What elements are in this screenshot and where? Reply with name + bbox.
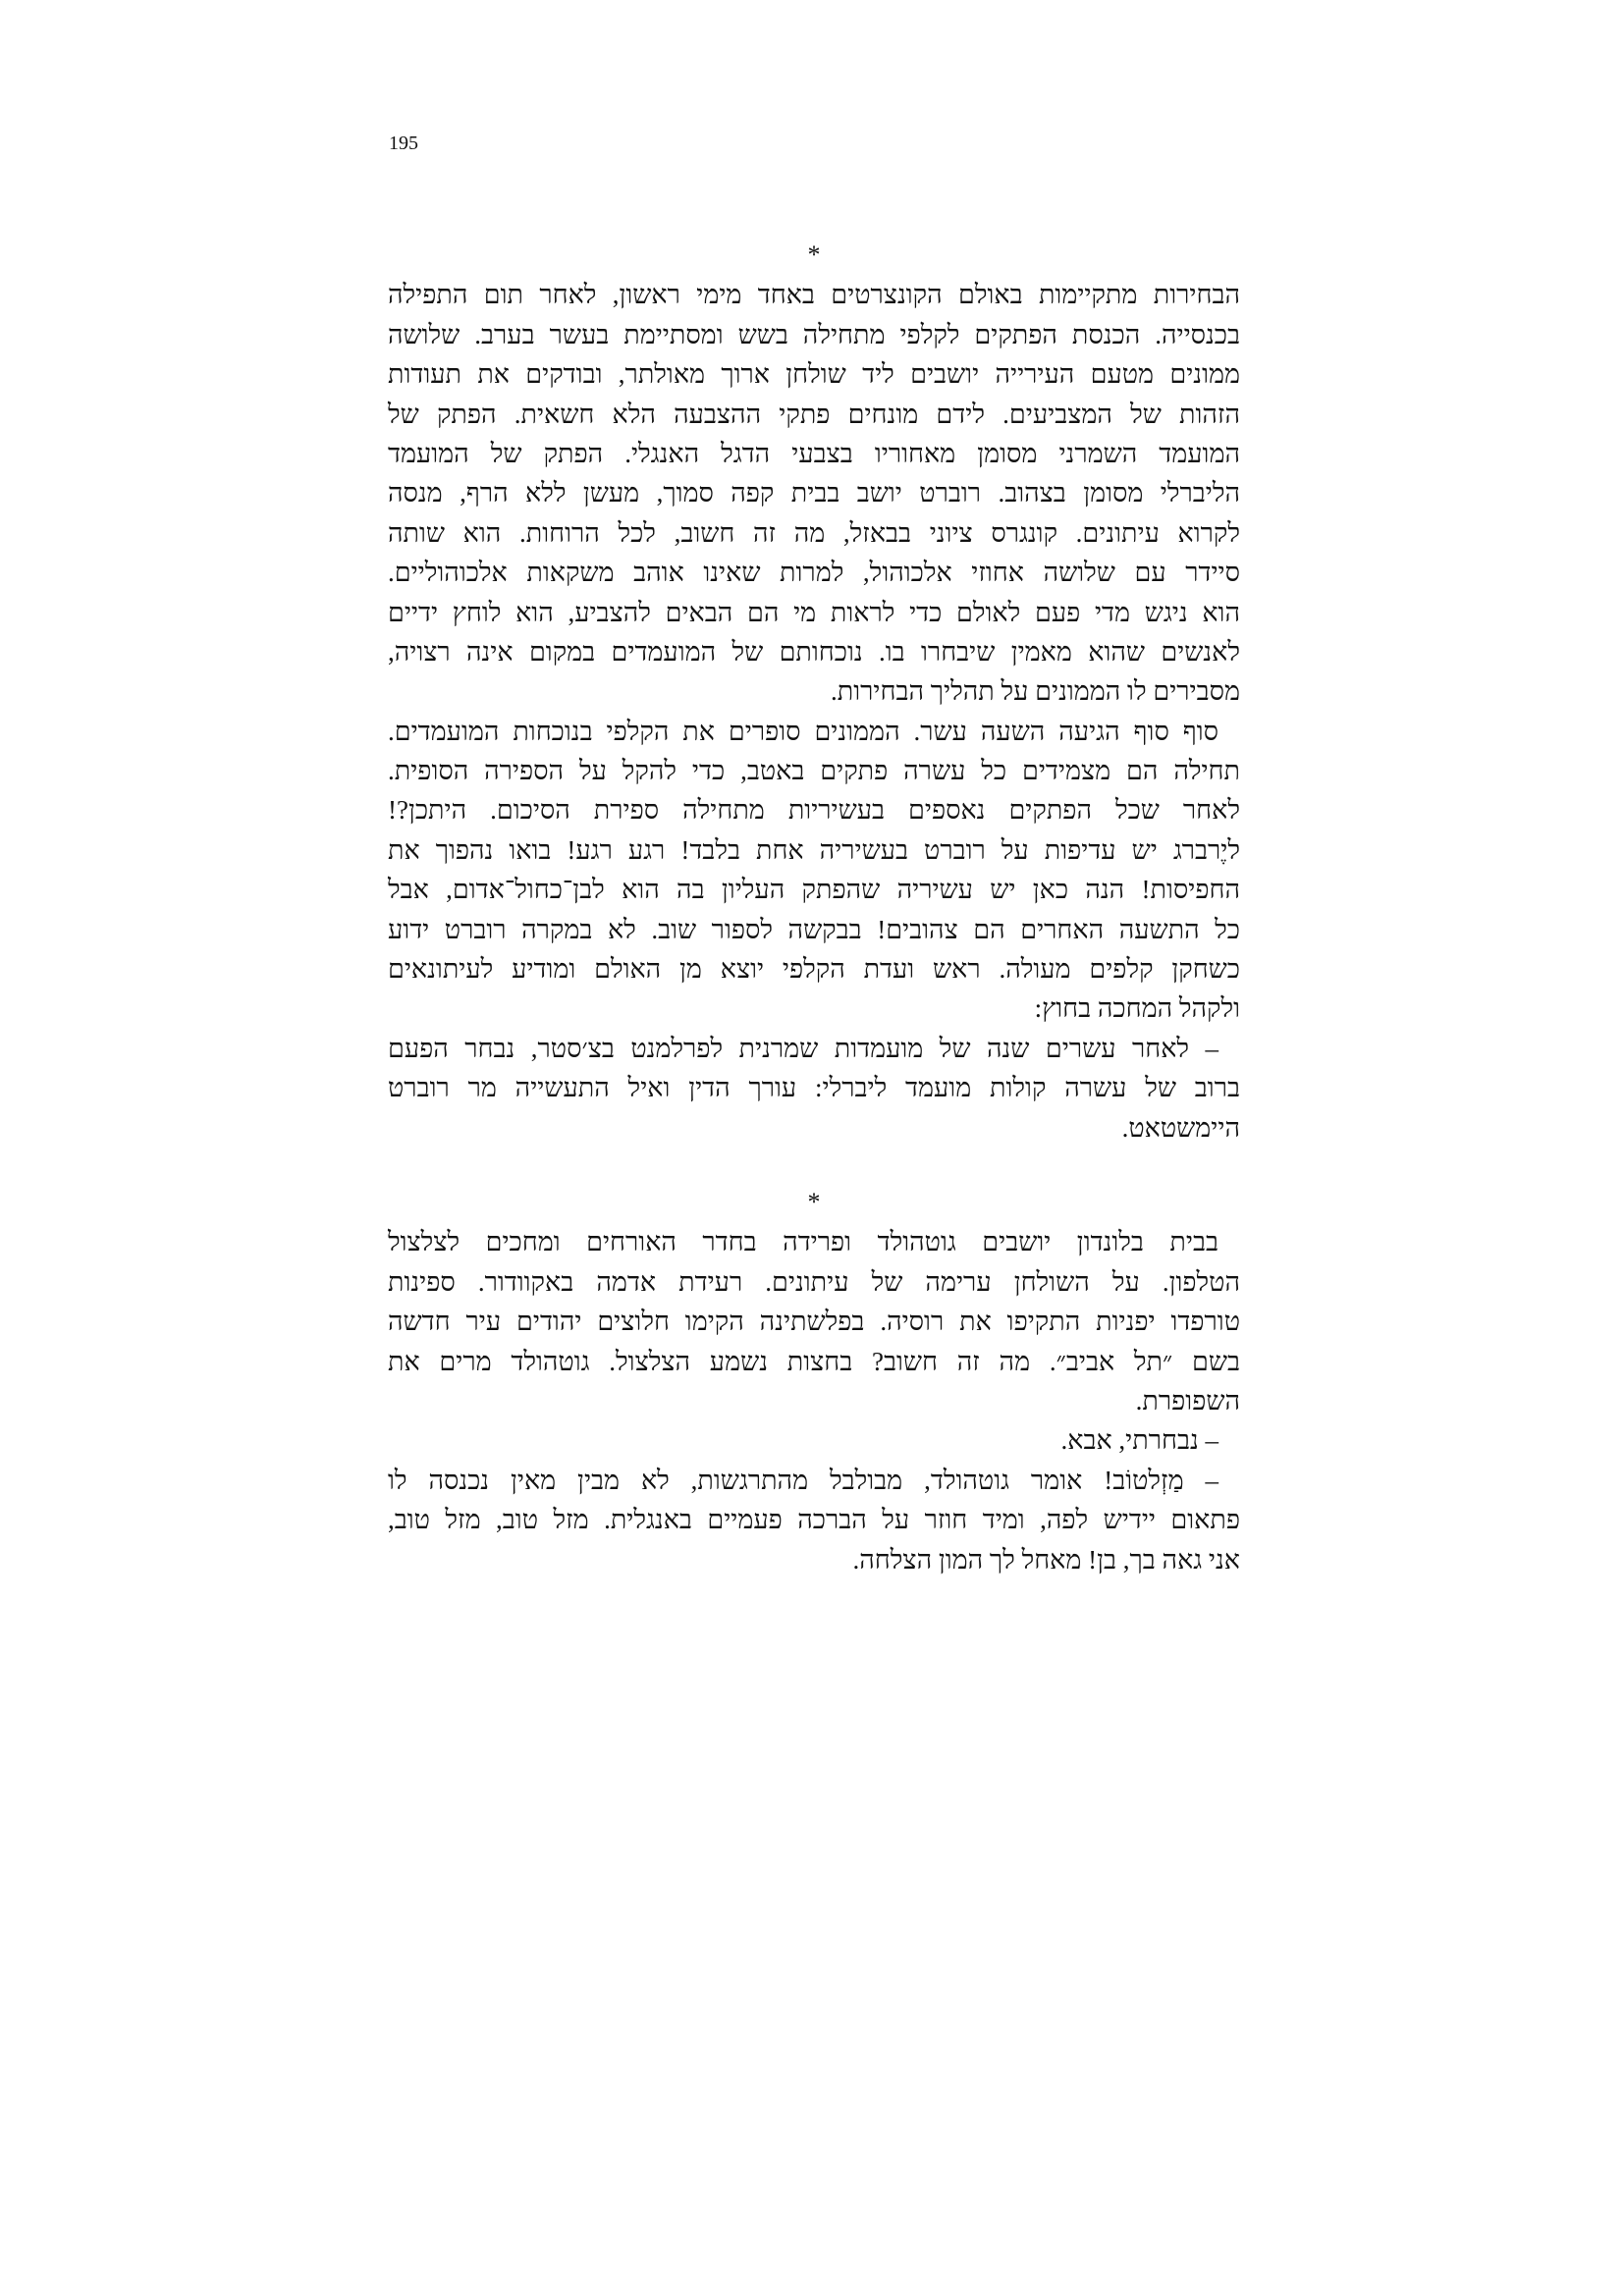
section-1 bbox=[388, 236, 1240, 1148]
paragraph bbox=[388, 275, 1240, 711]
text-line: – לאחר עשרים שנה של מועמדות שמרנית לפרלמנט בצ׳סטר, נבחר הפעם bbox=[388, 1033, 1218, 1063]
text-line: תחילה הם מצמידים כל עשרה פתקים באטב, כדי להקל על הספירה הסופית. bbox=[388, 756, 1240, 786]
text-line: אני גאה בך, בן! מאחל לך המון הצלחה. bbox=[852, 1544, 1240, 1575]
page-number: 195 bbox=[389, 133, 418, 154]
text-line: פתאום יידיש לפה, ומיד חוזר על הברכה פעמיים באנגלית. מזל טוב, מזל טוב, bbox=[388, 1505, 1240, 1535]
text-line: הוא ניגש מדי פעם לאולם כדי לראות מי הם הבאים להצביע, הוא לוחץ ידיים bbox=[388, 597, 1240, 627]
text-line: הטלפון. על השולחן ערימה של עיתונים. רעידת אדמה באקוודור. ספינות bbox=[388, 1266, 1240, 1297]
text-line: היימשטאט. bbox=[1121, 1112, 1240, 1143]
text-line: בכנסייה. הכנסת הפתקים לקלפי מתחילה בשש ומסתיימת בעשר בערב. שלושה bbox=[388, 319, 1240, 349]
text-line: הזהות של המצביעים. לידם מונחים פתקי ההצבעה הלא חשאית. הפתק של bbox=[388, 399, 1240, 429]
text-line: כשחקן קלפים מעולה. ראש ועדת הקלפי יוצא מן האולם ומודיע לעיתונאים bbox=[388, 954, 1240, 985]
text-line: סיידר עם שלושה אחוזי אלכוהול, למרות שאינו אוהב משקאות אלכוהוליים. bbox=[388, 558, 1240, 588]
text-line: – מַזְלטוֹב! אומר גוטהולד, מבולבל מהתרגשות, לא מבין מאין נכנסה לו bbox=[388, 1465, 1218, 1495]
text-line: לאחר שכל הפתקים נאספים בעשיריות מתחילה ספירת הסיכום. היתכן?! bbox=[388, 795, 1240, 826]
paragraph bbox=[388, 712, 1240, 1029]
text-line: בבית בלונדון יושבים גוטהולד ופרידה בחדר האורחים ומחכים לצלצול bbox=[388, 1227, 1218, 1257]
text-line: לאנשים שהוא מאמין שיבחרו בו. נוכחותם של המועמדים במקום אינה רצויה, bbox=[388, 636, 1240, 667]
dialogue-paragraph bbox=[388, 1461, 1240, 1579]
text-line: ולקהל המחכה בחוץ: bbox=[1034, 993, 1240, 1024]
paragraph bbox=[388, 1222, 1240, 1420]
text-line: בשם ״תל אביב״. מה זה חשוב? בחצות נשמע הצלצול. גוטהולד מרים את bbox=[388, 1346, 1240, 1376]
section-separator: * bbox=[807, 240, 821, 269]
text-block bbox=[388, 236, 1240, 1579]
text-line: המועמד השמרני מסומן מאחוריו בצבעי הדגל האנגלי. הפתק של המועמד bbox=[388, 438, 1240, 468]
text-line: השפופרת. bbox=[1135, 1385, 1240, 1415]
text-line: מסבירים לו הממונים על תהליך הבחירות. bbox=[831, 676, 1240, 707]
text-line: – נבחרתי, אבא. bbox=[1060, 1425, 1218, 1456]
text-line: הליברלי מסומן בצהוב. רוברט יושב בבית קפה סמוך, מעשן ללא הרף, מנסה bbox=[388, 478, 1240, 508]
dialogue-paragraph bbox=[388, 1029, 1240, 1148]
section-separator: * bbox=[807, 1187, 821, 1216]
text-line: סוף סוף הגיעה השעה עשר. הממונים סופרים את הקלפי בנוכחות המועמדים. bbox=[388, 716, 1218, 746]
dialogue-paragraph bbox=[388, 1420, 1240, 1460]
text-line: ליֶרברג יש עדיפות על רוברט בעשיריה אחת בלבד! רגע רגע! בואו נהפוך את bbox=[388, 834, 1240, 865]
text-line: כל התשעה האחרים הם צהובים! בבקשה לספור שוב. לא במקרה רוברט ידוע bbox=[388, 914, 1240, 944]
text-line: לקרוא עיתונים. קונגרס ציוני בבאזל, מה זה חשוב, לכל הרוחות. הוא שותה bbox=[388, 517, 1240, 548]
text-line: ברוב של עשרה קולות מועמד ליברלי: עורך הדין ואיל התעשייה מר רוברט bbox=[388, 1073, 1240, 1103]
section-2 bbox=[388, 1183, 1240, 1579]
text-line: הבחירות מתקיימות באולם הקונצרטים באחד מימי ראשון, לאחר תום התפילה bbox=[388, 280, 1240, 310]
text-line: טורפדו יפניות התקיפו את רוסיה. בפלשתינה הקימו חלוצים יהודים עיר חדשה bbox=[388, 1307, 1240, 1337]
text-line: ממונים מטעם העירייה יושבים ליד שולחן ארוך מאולתר, ובודקים את תעודות bbox=[388, 359, 1240, 390]
text-line: החפיסות! הנה כאן יש עשיריה שהפתק העליון בה הוא לבן־כחול־אדום, אבל bbox=[388, 875, 1240, 905]
